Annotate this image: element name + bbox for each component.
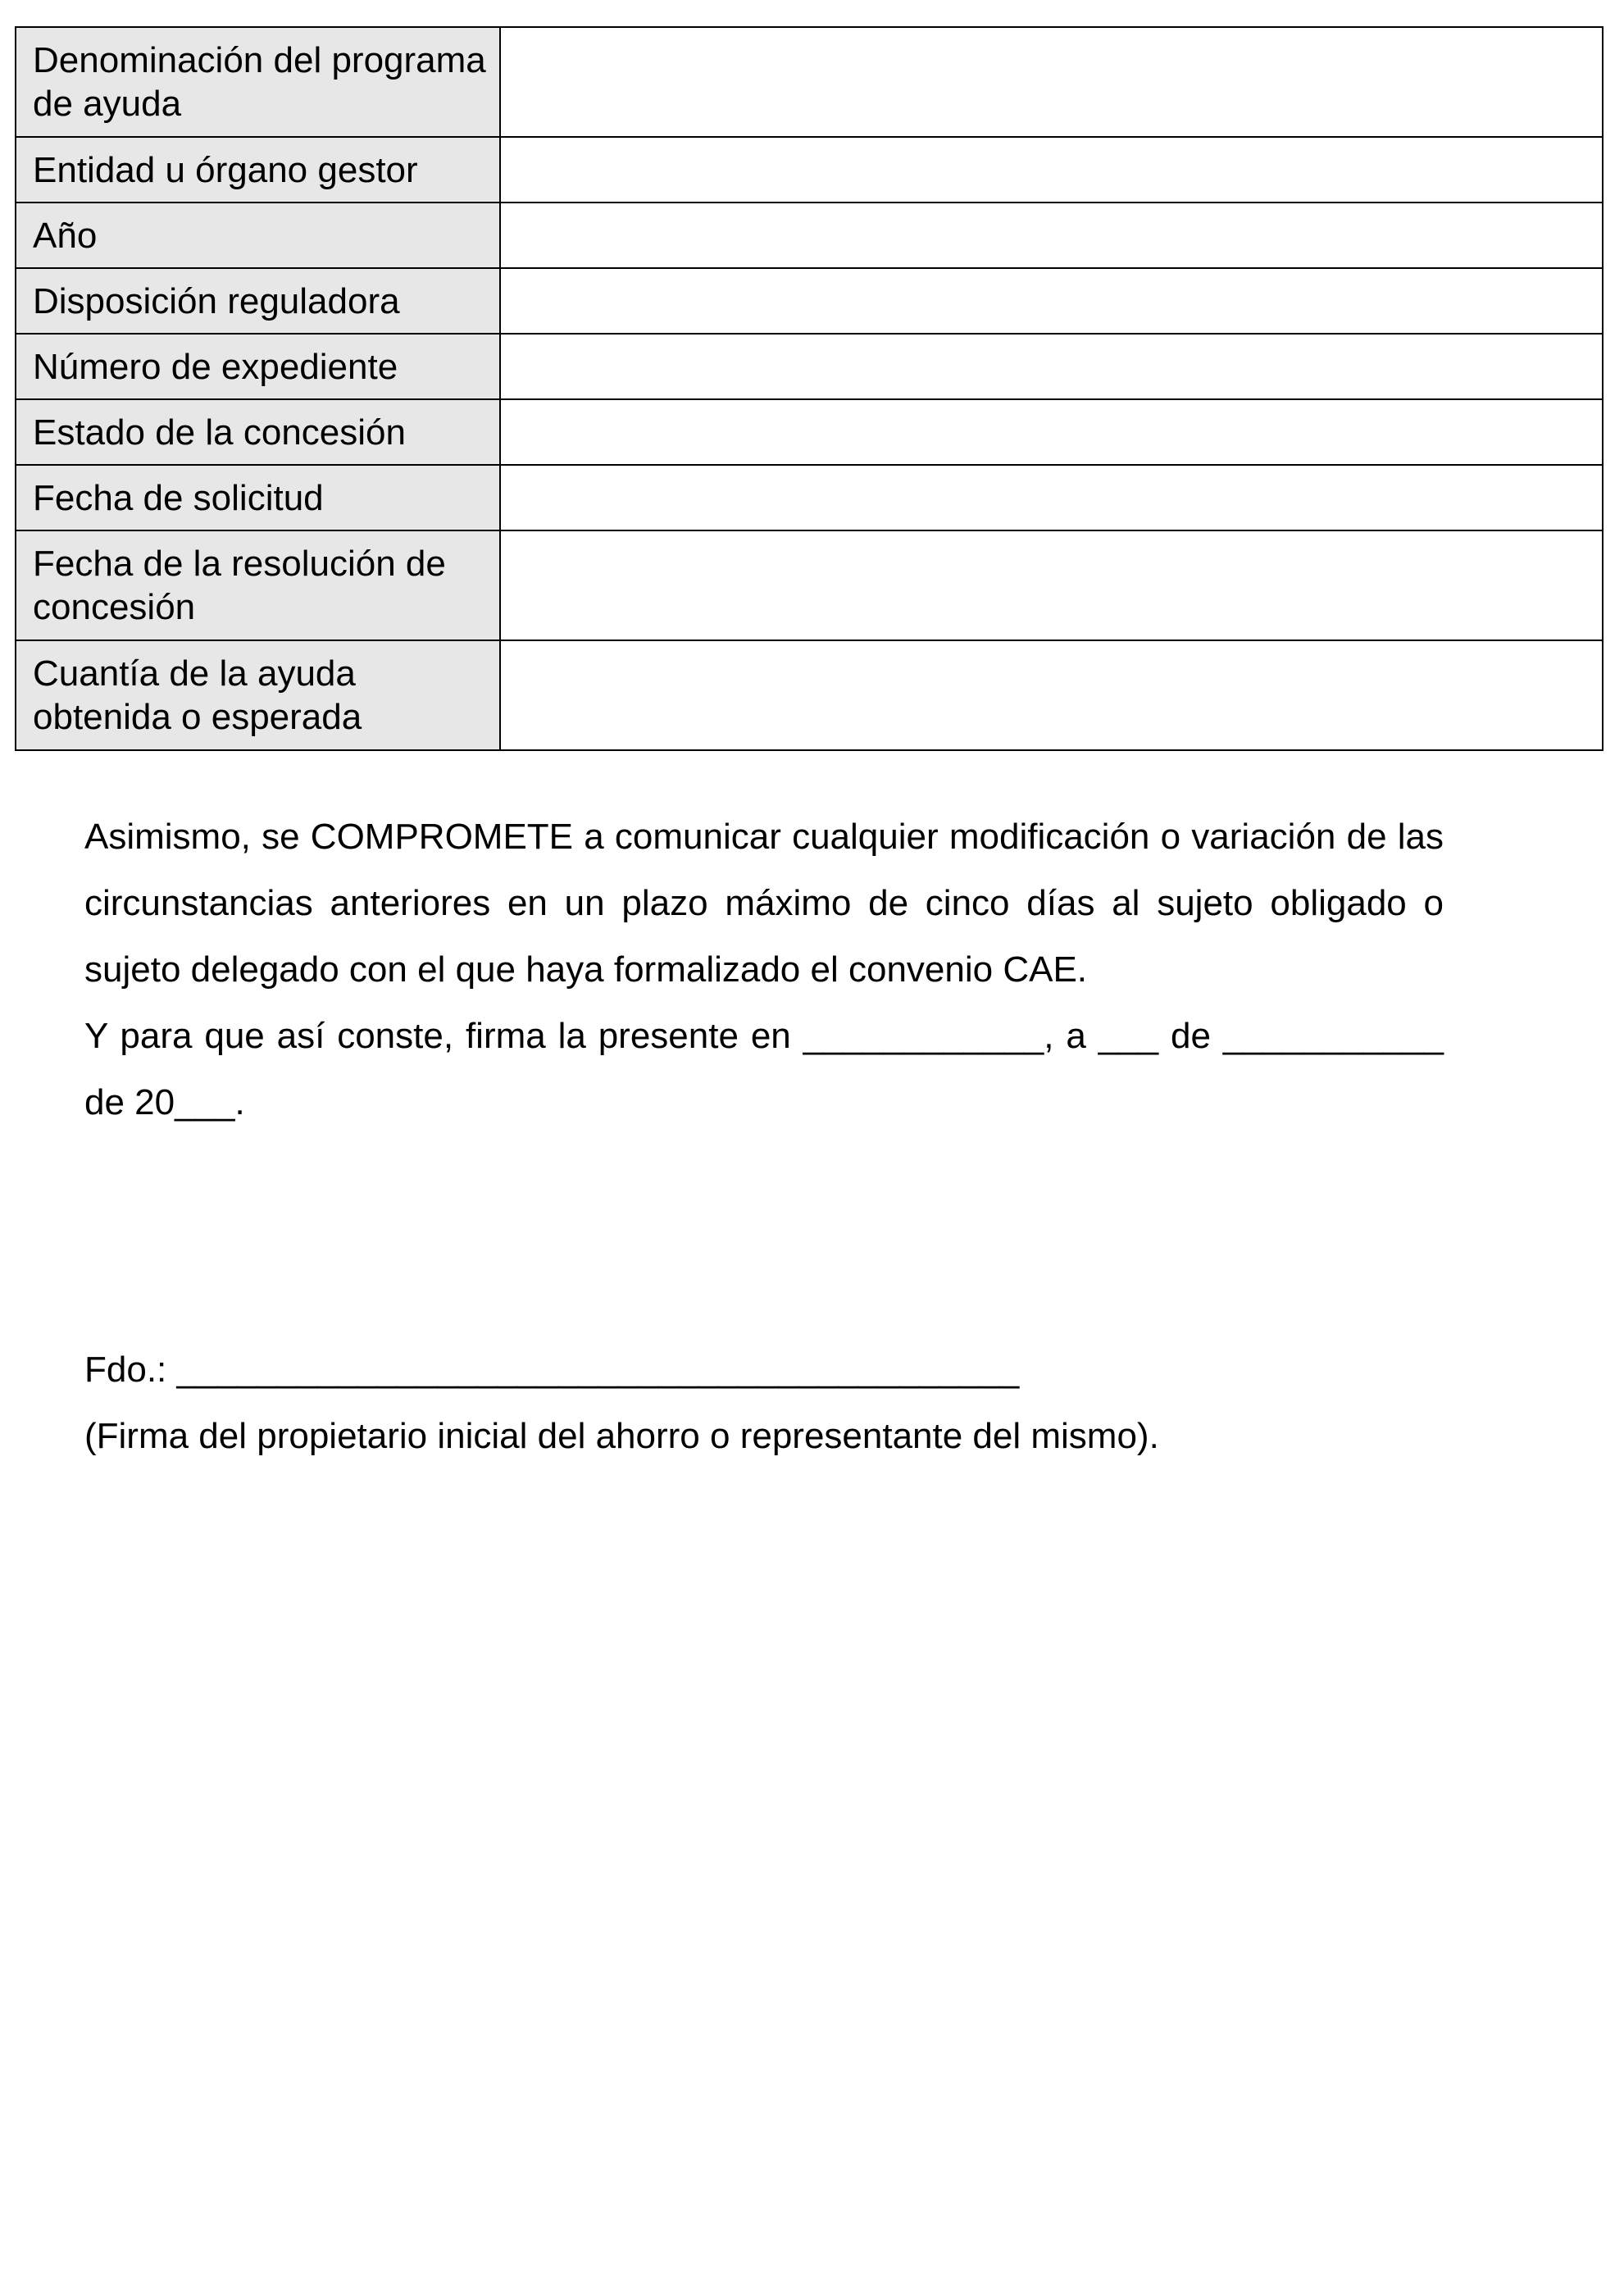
aid-program-table [15, 26, 1604, 751]
signature-line: Fdo.: __________________________________________ [84, 1350, 1020, 1390]
row-value-application-date[interactable] [500, 465, 1603, 530]
table-row [16, 334, 1603, 399]
row-value-program-name[interactable] [500, 27, 1603, 137]
commitment-section [84, 803, 1444, 1136]
row-label-application-date: Fecha de solicitud [16, 465, 500, 530]
table-row [16, 268, 1603, 334]
row-label-grant-status: Estado de la concesión [16, 399, 500, 465]
row-value-aid-amount[interactable] [500, 640, 1603, 750]
row-label-aid-amount: Cuantía de la ayuda obtenida o esperada [16, 640, 500, 750]
signature-caption: (Firma del propietario inicial del ahorro o representante del mismo). [84, 1416, 1159, 1456]
table-row [16, 137, 1603, 203]
signature-section [84, 1336, 1444, 1469]
row-value-grant-status[interactable] [500, 399, 1603, 465]
table-row [16, 465, 1603, 530]
table-row [16, 203, 1603, 268]
table-row [16, 530, 1603, 640]
row-value-resolution-date[interactable] [500, 530, 1603, 640]
table-row [16, 27, 1603, 137]
row-value-regulation[interactable] [500, 268, 1603, 334]
closing-paragraph: Y para que así conste, firma la presente en ____________, a ___ de ___________ de 20___. [84, 1016, 1444, 1122]
row-label-file-number: Número de expediente [16, 334, 500, 399]
row-value-year[interactable] [500, 203, 1603, 268]
table-row [16, 640, 1603, 750]
row-label-managing-entity: Entidad u órgano gestor [16, 137, 500, 203]
row-label-regulation: Disposición reguladora [16, 268, 500, 334]
row-value-file-number[interactable] [500, 334, 1603, 399]
commitment-paragraph: Asimismo, se COMPROMETE a comunicar cualquier modificación o variación de las circunstancias anteriores en un plazo máximo de cinco días al sujeto obligado o sujeto delegado con el que haya formalizado el convenio CAE. [84, 817, 1444, 990]
row-value-managing-entity[interactable] [500, 137, 1603, 203]
row-label-year: Año [16, 203, 500, 268]
row-label-program-name: Denominación del programa de ayuda [16, 27, 500, 137]
table-row [16, 399, 1603, 465]
row-label-resolution-date: Fecha de la resolución de concesión [16, 530, 500, 640]
